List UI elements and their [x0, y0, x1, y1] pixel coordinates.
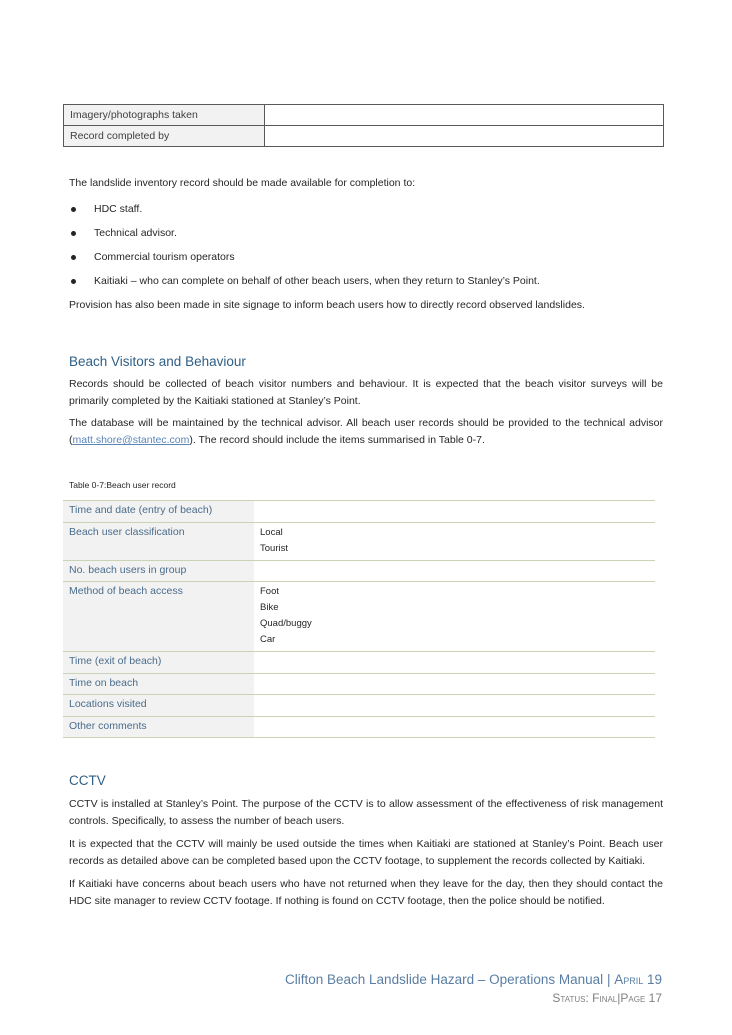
visitors-paragraph-1: Records should be collected of beach visitor numbers and behaviour. It is expected that the beach visitor surveys will be primarily completed by the Kaitiaki stationed at Stanley’s Point.: [69, 378, 663, 407]
page-label: Page: [620, 991, 646, 1005]
row-values: [254, 673, 655, 695]
visitors-section: [69, 376, 663, 449]
row-value: Tourist: [260, 542, 288, 554]
row-values: [254, 716, 655, 738]
bullet-icon: [71, 279, 76, 284]
cctv-section: [69, 796, 663, 910]
row-label: Time (exit of beach): [63, 652, 254, 674]
table-row: [63, 560, 655, 582]
row-label: Beach user classification: [63, 522, 254, 560]
row-values: [254, 582, 655, 652]
availability-section: [69, 175, 663, 314]
table-row: [63, 582, 655, 652]
row-value: Bike: [260, 602, 279, 613]
email-link[interactable]: matt.shore@stantec.com: [72, 434, 190, 446]
cctv-paragraph-2: It is expected that the CCTV will mainly be used outside the times when Kaitiaki are stationed at Stanley’s Point. Beach user records as detailed above can be completed based upon the CCTV footage, to supplement the records collected by Kaitiaki.: [69, 838, 663, 867]
table-row: [63, 501, 655, 523]
row-value: Local: [260, 526, 283, 538]
row-value: [265, 126, 664, 147]
bullet-icon: [71, 231, 76, 236]
section-heading-cctv: CCTV: [69, 773, 106, 788]
beach-user-table: [63, 500, 655, 738]
document-date: April 19: [614, 972, 662, 987]
table-row: [64, 126, 664, 147]
intro-paragraph: The landslide inventory record should be made available for completion to:: [69, 177, 416, 189]
visitors-paragraph-2: The database will be maintained by the technical advisor. All beach user records should be provided to the technical advisor (matt.shore@stantec.com). The record should include the items summarised in Table 0-7.: [69, 417, 663, 446]
row-values: [254, 652, 655, 674]
row-label: Record completed by: [64, 126, 265, 147]
row-label: Time on beach: [63, 673, 254, 695]
row-label: Locations visited: [63, 695, 254, 717]
footer-separator: |: [606, 972, 615, 987]
table-row: [63, 673, 655, 695]
record-table: [63, 104, 664, 147]
table-row: [63, 716, 655, 738]
row-label: Method of beach access: [63, 582, 254, 652]
footer-status: [552, 991, 662, 1005]
row-value: [265, 105, 664, 126]
table-row: [63, 522, 655, 560]
table-row: [63, 695, 655, 717]
bullet-icon: [71, 207, 76, 212]
row-values: [254, 695, 655, 717]
row-value: Quad/buggy: [260, 618, 312, 629]
row-label: No. beach users in group: [63, 560, 254, 582]
cctv-paragraph-3: If Kaitiaki have concerns about beach users who have not returned when they leave for the day, then they should contact the HDC site manager to review CCTV footage. If nothing is found on CCTV footage, then the police should be notified.: [69, 878, 663, 907]
row-values: [254, 501, 655, 523]
list-item: HDC staff.: [69, 201, 663, 218]
page-number: 17: [648, 991, 662, 1005]
list-item: Kaitiaki – who can complete on behalf of other beach users, when they return to Stanley’s Point.: [69, 273, 663, 290]
row-values: [254, 522, 655, 560]
list-item: Commercial tourism operators: [69, 249, 663, 266]
table-row: [64, 105, 664, 126]
row-value: Foot: [260, 586, 280, 597]
row-label: Imagery/photographs taken: [64, 105, 265, 126]
row-label: Other comments: [63, 716, 254, 738]
footer-title: [285, 972, 662, 987]
section-heading-visitors: Beach Visitors and Behaviour: [69, 354, 246, 369]
document-title: Clifton Beach Landslide Hazard – Operations Manual: [285, 972, 604, 987]
list-item: Technical advisor.: [69, 225, 663, 242]
table-caption: Table 0-7:Beach user record: [69, 480, 176, 490]
provision-paragraph: Provision has also been made in site signage to inform beach users how to directly record observed landslides.: [69, 299, 585, 311]
availability-list: [69, 201, 663, 290]
row-label: Time and date (entry of beach): [63, 501, 254, 523]
bullet-icon: [71, 255, 76, 260]
table-row: [63, 652, 655, 674]
status-label: Status:: [552, 991, 589, 1005]
status-value: Final: [592, 991, 618, 1005]
row-value: Car: [260, 634, 276, 645]
row-values: [254, 560, 655, 582]
footer-separator: |: [617, 991, 621, 1005]
cctv-paragraph-1: CCTV is installed at Stanley’s Point. The purpose of the CCTV is to allow assessment of the effectiveness of risk management controls. Specifically, to assess the number of beach users.: [69, 798, 663, 827]
